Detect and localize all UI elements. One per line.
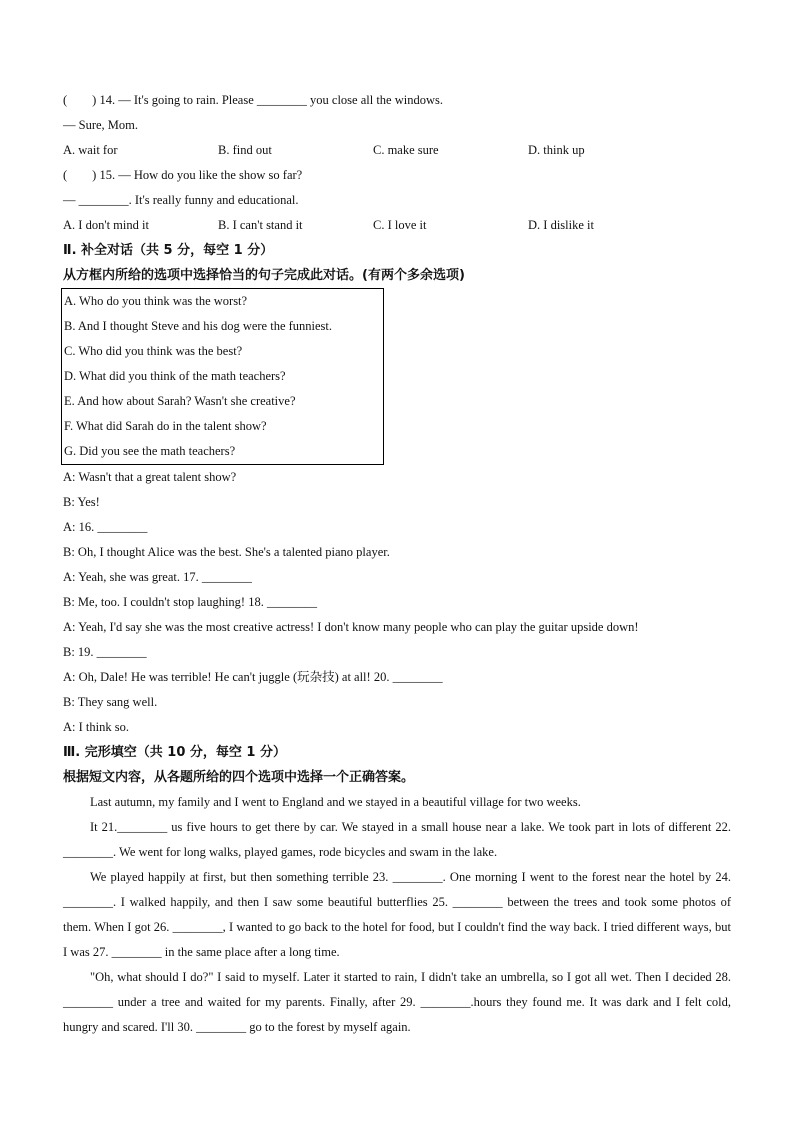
cloze-paragraph: "Oh, what should I do?" I said to myself. Later it started to rain, I didn't take an umbrella, so I got all wet. Then I decided 28. ________ under a tree and waited for my parents. Finally, after 29. ________.hours they found me. It was dark and I felt cold, hungry and scared. I'll 30. ________ go to the forest by myself again. xyxy=(63,970,731,1034)
question-15-stem: ( ) 15. — How do you like the show so far? xyxy=(63,168,303,182)
question-14-stem: ( ) 14. — It's going to rain. Please ________ you close all the windows. xyxy=(63,93,443,107)
cloze-paragraph: We played happily at first, but then something terrible 23. ________. One morning I went to the forest near the hotel by 24. ________. I walked happily, and then I saw some beautiful butterflies 25. ________ between the trees and took some photos of them. When I got 26. ________, I wanted to go back to the hotel for food, but I couldn't find the way back. I tried different ways, but I was 27. ________ in the same place after a long time. xyxy=(63,870,731,959)
question-15-reply: — ________. It's really funny and educational. xyxy=(63,193,299,207)
box-option: E. And how about Sarah? Wasn't she creative? xyxy=(64,394,296,408)
box-option: G. Did you see the math teachers? xyxy=(64,444,236,458)
worksheet-page xyxy=(63,88,731,1040)
question-15-options xyxy=(63,213,731,238)
question-14-reply: — Sure, Mom. xyxy=(63,118,138,132)
box-option: C. Who did you think was the best? xyxy=(64,344,243,358)
dialogue-line: B: Oh, I thought Alice was the best. She's a talented piano player. xyxy=(63,545,390,559)
cloze-paragraph: Last autumn, my family and I went to England and we stayed in a beautiful village for two weeks. xyxy=(90,795,581,809)
dialogue-line: B: They sang well. xyxy=(63,695,158,709)
option-b: B. find out xyxy=(218,143,272,157)
option-d: D. I dislike it xyxy=(528,218,594,232)
section-3-instruction: 根据短文内容，从各题所给的四个选项中选择一个正确答案。 xyxy=(63,770,415,785)
option-a: A. I don't mind it xyxy=(63,218,149,232)
dialogue-line: A: Yeah, I'd say she was the most creative actress! I don't know many people who can play the guitar upside down! xyxy=(63,620,639,634)
dialogue-line: B: Me, too. I couldn't stop laughing! 18. ________ xyxy=(63,595,317,609)
option-b: B. I can't stand it xyxy=(218,218,303,232)
dialogue-line: A: 16. ________ xyxy=(63,520,148,534)
dialogue-line: A: Wasn't that a great talent show? xyxy=(63,470,237,484)
box-option: D. What did you think of the math teachers? xyxy=(64,369,286,383)
option-c: C. I love it xyxy=(373,218,427,232)
cloze-paragraph: It 21.________ us five hours to get there by car. We stayed in a small house near a lake. We took part in lots of different 22. ________. We went for long walks, played games, rode bicycles and swam in the lake. xyxy=(63,820,731,859)
section-2-title: Ⅱ. 补全对话（共 5 分，每空 1 分） xyxy=(63,243,274,258)
option-d: D. think up xyxy=(528,143,585,157)
options-box xyxy=(61,288,384,465)
section-2-instruction: 从方框内所给的选项中选择恰当的句子完成此对话。(有两个多余选项) xyxy=(63,268,465,283)
box-option: A. Who do you think was the worst? xyxy=(64,294,248,308)
dialogue-line: B: Yes! xyxy=(63,495,100,509)
question-14-options xyxy=(63,138,731,163)
dialogue-line: B: 19. ________ xyxy=(63,645,147,659)
box-option: B. And I thought Steve and his dog were the funniest. xyxy=(64,319,333,333)
option-a: A. wait for xyxy=(63,143,118,157)
dialogue-line: A: Yeah, she was great. 17. ________ xyxy=(63,570,252,584)
dialogue-line: A: Oh, Dale! He was terrible! He can't juggle (玩杂技) at all! 20. ________ xyxy=(63,670,443,684)
dialogue-line: A: I think so. xyxy=(63,720,129,734)
box-option: F. What did Sarah do in the talent show? xyxy=(64,419,267,433)
option-c: C. make sure xyxy=(373,143,439,157)
section-3-title: Ⅲ. 完形填空（共 10 分，每空 1 分） xyxy=(63,745,286,760)
